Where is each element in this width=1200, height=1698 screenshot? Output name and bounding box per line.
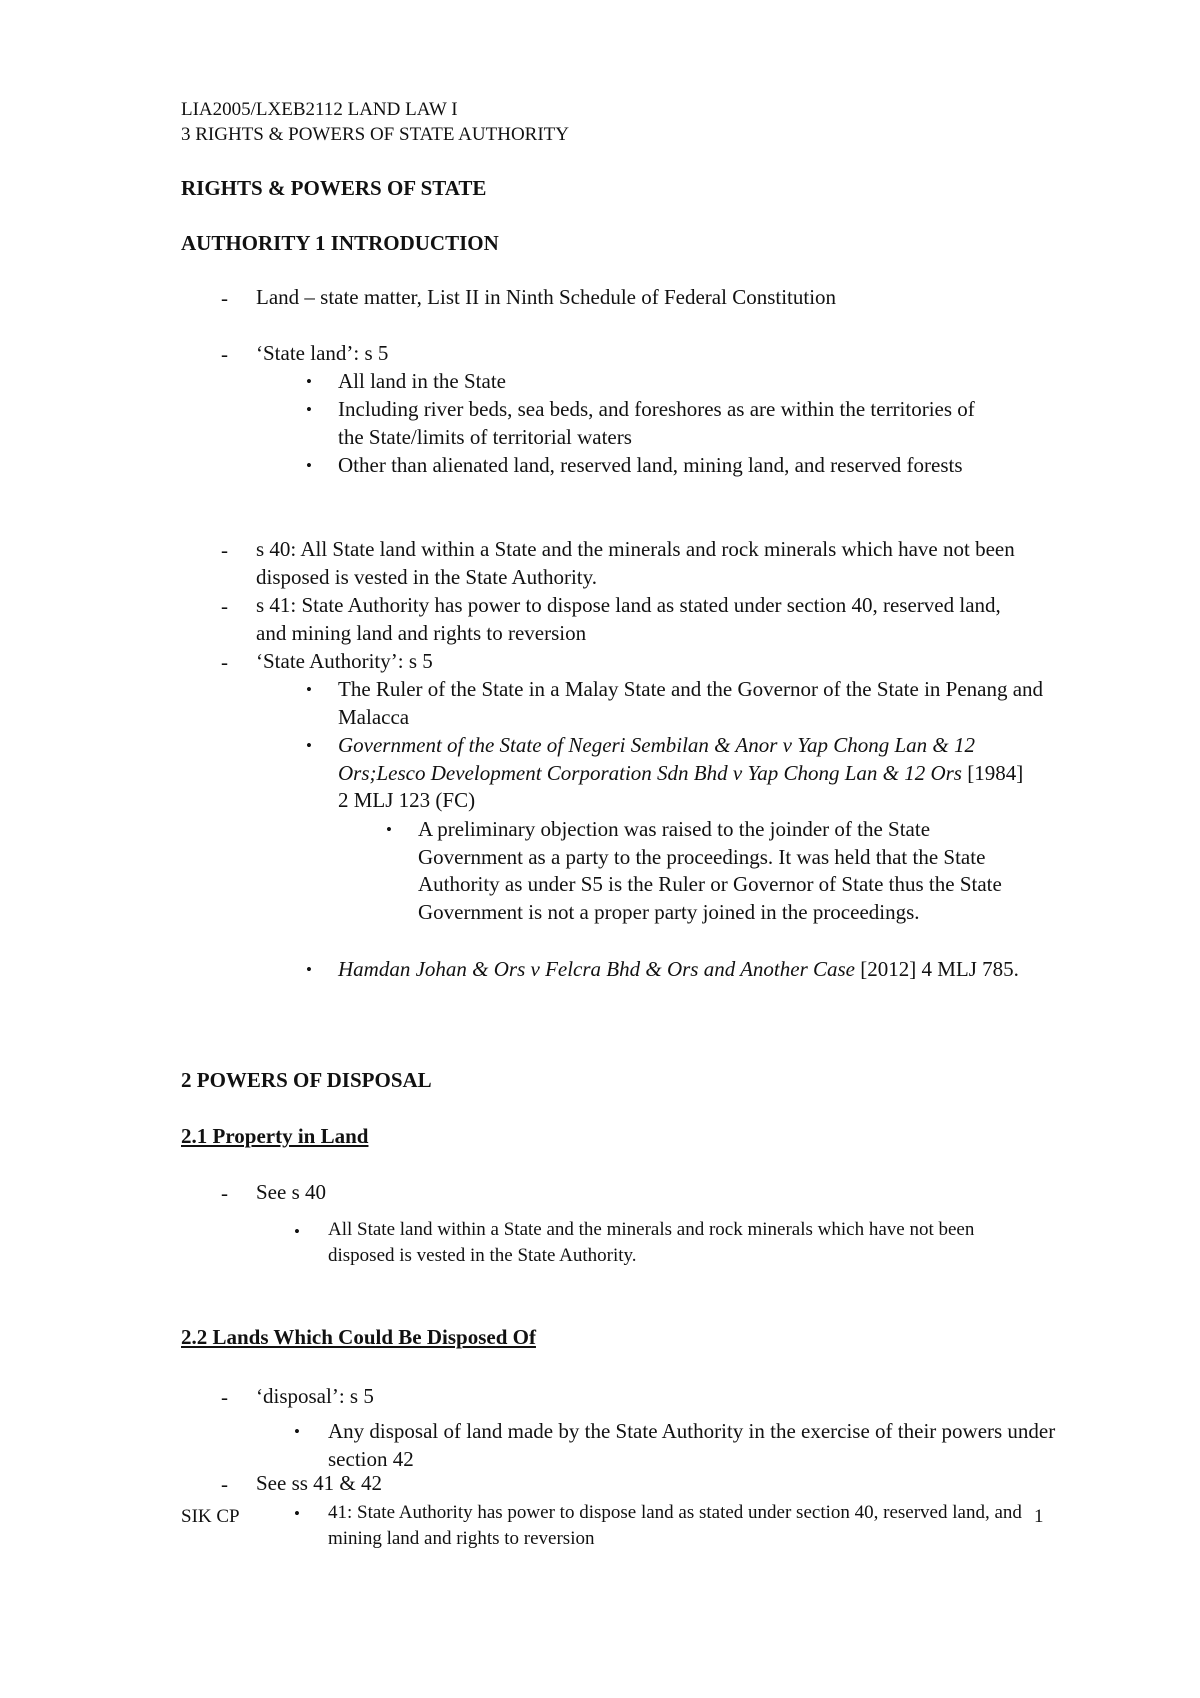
bullet-marker: • [306, 400, 312, 419]
dash-marker: - [221, 286, 228, 310]
dash-marker: - [221, 1472, 228, 1496]
item-state-authority: ‘State Authority’: s 5 [256, 649, 433, 673]
property-in-land-bullet: All State land within a State and the minerals and rock minerals which have not been disposed is vested in the State Authority. [328, 1219, 975, 1266]
dash-marker: - [221, 342, 228, 366]
case-name: Government of the State of Negeri Sembilan & Anor v Yap Chong Lan & 12 Ors;Lesco Development Corporation Sdn Bhd v Yap Chong Lan & 12 Ors [338, 733, 975, 785]
case-name: Hamdan Johan & Ors v Felcra Bhd & Ors and Another Case [338, 957, 855, 981]
subsection-2-2-title: 2.2 Lands Which Could Be Disposed Of [181, 1325, 536, 1349]
bullet-marker: • [306, 960, 312, 979]
subsection-2-1-title: 2.1 Property in Land [181, 1124, 369, 1148]
case-hamdan-johan [338, 956, 1048, 984]
bullet-marker: • [386, 820, 392, 839]
bullet-marker: • [306, 736, 312, 755]
state-authority-bullet-ruler: The Ruler of the State in a Malay State and the Governor of the State in Penang and Malacca [338, 677, 1044, 729]
case-yap-chong-lan [338, 732, 1038, 815]
item-disposal: ‘disposal’: s 5 [256, 1384, 374, 1408]
state-land-bullet-3: Other than alienated land, reserved land, mining land, and reserved forests [338, 453, 963, 477]
case-note-joinder: A preliminary objection was raised to the joinder of the State Government as a party to the proceedings. It was held that the State Authority as under S5 is the Ruler or Governor of State thus the State Government is not a proper party joined in the proceedings. [418, 817, 1002, 924]
section-41-bullet: 41: State Authority has power to dispose land as stated under section 40, reserved land, and mining land and rights to reversion [328, 1502, 1022, 1549]
item-state-land: ‘State land’: s 5 [256, 341, 389, 365]
bullet-marker: • [294, 1222, 300, 1241]
bullet-marker: • [306, 456, 312, 475]
bullet-marker: • [306, 372, 312, 391]
item-s41: s 41: State Authority has power to dispose land as stated under section 40, reserved land, and mining land and rights to reversion [256, 593, 1001, 645]
footer-author: SIK CP [181, 1506, 240, 1527]
disposal-bullet: Any disposal of land made by the State Authority in the exercise of their powers under section 42 [328, 1419, 1056, 1471]
dash-marker: - [221, 1181, 228, 1205]
dash-marker: - [221, 650, 228, 674]
dash-marker: - [221, 594, 228, 618]
case-citation: [2012] 4 MLJ 785. [860, 957, 1019, 981]
dash-marker: - [221, 1385, 228, 1409]
header-chapter-title: 3 RIGHTS & POWERS OF STATE AUTHORITY [181, 124, 569, 145]
item-see-s40: See s 40 [256, 1180, 326, 1204]
bullet-marker: • [294, 1504, 300, 1523]
section-title-line2: AUTHORITY 1 INTRODUCTION [181, 231, 499, 255]
item-see-ss41-42: See ss 41 & 42 [256, 1471, 382, 1495]
section-title-line1: RIGHTS & POWERS OF STATE [181, 176, 487, 200]
dash-marker: - [221, 538, 228, 562]
state-land-bullet-1: All land in the State [338, 369, 506, 393]
bullet-marker: • [294, 1422, 300, 1441]
state-land-bullet-2: Including river beds, sea beds, and foreshores as are within the territories of the State/limits of territorial waters [338, 397, 975, 449]
page-number: 1 [1034, 1506, 1044, 1527]
bullet-marker: • [306, 680, 312, 699]
header-course-code: LIA2005/LXEB2112 LAND LAW I [181, 99, 458, 120]
item-land-state-matter: Land – state matter, List II in Ninth Schedule of Federal Constitution [256, 285, 837, 309]
item-s40: s 40: All State land within a State and the minerals and rock minerals which have not been disposed is vested in the State Authority. [256, 537, 1015, 589]
section-2-title: 2 POWERS OF DISPOSAL [181, 1068, 432, 1092]
case-citation: [1984] 2 MLJ 123 (FC) [338, 760, 1024, 812]
